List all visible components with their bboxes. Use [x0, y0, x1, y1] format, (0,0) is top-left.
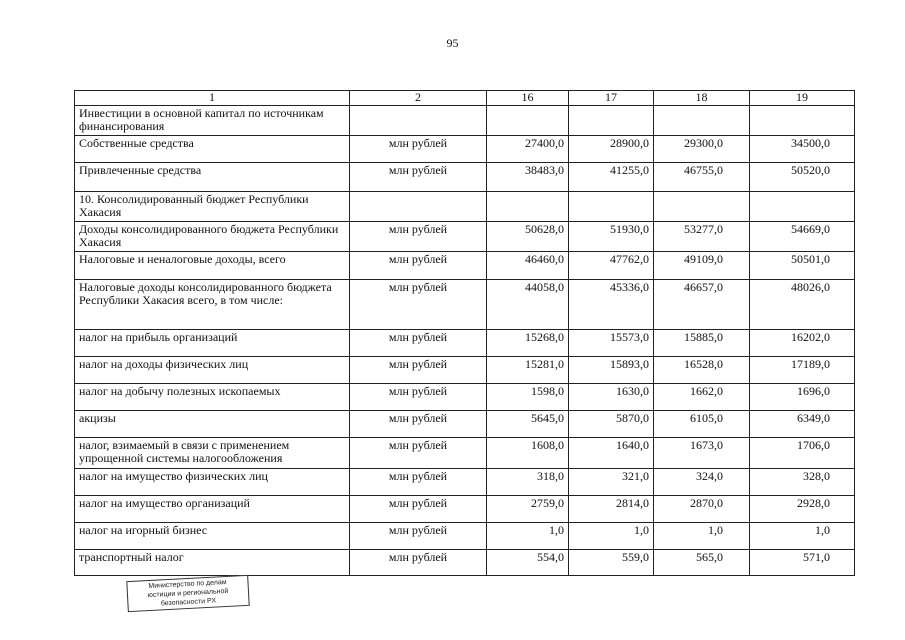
row-label: налог на имущество организаций [75, 496, 350, 523]
cell-17: 1,0 [569, 523, 654, 550]
table-row [75, 192, 855, 222]
row-label: Инвестиции в основной капитал по источникам финансирования [75, 106, 350, 136]
cell-17 [569, 192, 654, 222]
cell-18: 15885,0 [654, 330, 750, 357]
cell-18: 1,0 [654, 523, 750, 550]
cell-18: 16528,0 [654, 357, 750, 384]
table-row [75, 136, 855, 163]
cell-19: 50520,0 [750, 163, 855, 192]
cell-18: 565,0 [654, 550, 750, 576]
cell-16: 44058,0 [487, 280, 569, 330]
stamp-line: юстиции и региональной [147, 587, 229, 600]
cell-16: 554,0 [487, 550, 569, 576]
cell-19: 17189,0 [750, 357, 855, 384]
header-col-17: 17 [569, 91, 654, 106]
row-unit: млн рублей [350, 411, 487, 438]
cell-17: 45336,0 [569, 280, 654, 330]
cell-17 [569, 106, 654, 136]
ministry-stamp [126, 575, 249, 612]
cell-18: 49109,0 [654, 252, 750, 280]
cell-18: 324,0 [654, 469, 750, 496]
table-row [75, 469, 855, 496]
row-unit: млн рублей [350, 252, 487, 280]
row-label: налог на доходы физических лиц [75, 357, 350, 384]
cell-16: 5645,0 [487, 411, 569, 438]
stamp-line: Министерство по делам [148, 578, 227, 591]
row-unit: млн рублей [350, 384, 487, 411]
cell-19: 1706,0 [750, 438, 855, 469]
data-table [74, 90, 855, 576]
cell-18: 29300,0 [654, 136, 750, 163]
row-unit: млн рублей [350, 357, 487, 384]
cell-16: 318,0 [487, 469, 569, 496]
row-unit: млн рублей [350, 330, 487, 357]
cell-16: 15281,0 [487, 357, 569, 384]
cell-16: 1598,0 [487, 384, 569, 411]
cell-16: 27400,0 [487, 136, 569, 163]
cell-18: 2870,0 [654, 496, 750, 523]
table-row [75, 280, 855, 330]
cell-16 [487, 192, 569, 222]
row-unit: млн рублей [350, 438, 487, 469]
table-row [75, 496, 855, 523]
table-row [75, 252, 855, 280]
cell-17: 1640,0 [569, 438, 654, 469]
row-label: Собственные средства [75, 136, 350, 163]
cell-17: 2814,0 [569, 496, 654, 523]
cell-18: 1673,0 [654, 438, 750, 469]
row-unit [350, 192, 487, 222]
cell-19: 571,0 [750, 550, 855, 576]
cell-18: 53277,0 [654, 222, 750, 252]
row-unit: млн рублей [350, 222, 487, 252]
stamp-line: безопасности РХ [160, 597, 217, 608]
table-row [75, 384, 855, 411]
row-label: налог, взимаемый в связи с применением упрощенной системы налогообложения [75, 438, 350, 469]
row-label: Налоговые и неналоговые доходы, всего [75, 252, 350, 280]
row-label: налог на прибыль организаций [75, 330, 350, 357]
cell-16: 38483,0 [487, 163, 569, 192]
header-col-16: 16 [487, 91, 569, 106]
table-row [75, 106, 855, 136]
row-label: налог на игорный бизнес [75, 523, 350, 550]
row-label: Привлеченные средства [75, 163, 350, 192]
header-col-18: 18 [654, 91, 750, 106]
cell-17: 15893,0 [569, 357, 654, 384]
cell-19: 54669,0 [750, 222, 855, 252]
row-label: Налоговые доходы консолидированного бюджета Республики Хакасия всего, в том числе: [75, 280, 350, 330]
cell-19: 48026,0 [750, 280, 855, 330]
cell-19: 50501,0 [750, 252, 855, 280]
header-col-1: 1 [75, 91, 350, 106]
cell-16: 1608,0 [487, 438, 569, 469]
cell-19: 2928,0 [750, 496, 855, 523]
row-label: акцизы [75, 411, 350, 438]
row-unit: млн рублей [350, 496, 487, 523]
cell-17: 47762,0 [569, 252, 654, 280]
cell-19: 16202,0 [750, 330, 855, 357]
cell-18: 1662,0 [654, 384, 750, 411]
row-unit: млн рублей [350, 136, 487, 163]
cell-17: 5870,0 [569, 411, 654, 438]
table-row [75, 438, 855, 469]
cell-18: 46755,0 [654, 163, 750, 192]
table-row [75, 357, 855, 384]
table-row [75, 411, 855, 438]
header-col-19: 19 [750, 91, 855, 106]
table-row [75, 523, 855, 550]
row-label: налог на имущество физических лиц [75, 469, 350, 496]
cell-17: 51930,0 [569, 222, 654, 252]
cell-16 [487, 106, 569, 136]
cell-18: 6105,0 [654, 411, 750, 438]
cell-19 [750, 192, 855, 222]
header-row [75, 91, 855, 106]
table-row [75, 330, 855, 357]
cell-17: 1630,0 [569, 384, 654, 411]
cell-19: 1696,0 [750, 384, 855, 411]
row-label: налог на добычу полезных ископаемых [75, 384, 350, 411]
cell-18: 46657,0 [654, 280, 750, 330]
cell-17: 15573,0 [569, 330, 654, 357]
row-label: транспортный налог [75, 550, 350, 576]
cell-19: 1,0 [750, 523, 855, 550]
cell-19: 328,0 [750, 469, 855, 496]
row-unit: млн рублей [350, 550, 487, 576]
row-unit [350, 106, 487, 136]
cell-17: 321,0 [569, 469, 654, 496]
cell-17: 41255,0 [569, 163, 654, 192]
page-number: 95 [446, 36, 459, 50]
cell-16: 15268,0 [487, 330, 569, 357]
cell-17: 28900,0 [569, 136, 654, 163]
row-label: Доходы консолидированного бюджета Республики Хакасия [75, 222, 350, 252]
cell-18 [654, 106, 750, 136]
table-row [75, 550, 855, 576]
row-unit: млн рублей [350, 469, 487, 496]
cell-19 [750, 106, 855, 136]
row-label: 10. Консолидированный бюджет Республики Хакасия [75, 192, 350, 222]
cell-16: 1,0 [487, 523, 569, 550]
cell-16: 2759,0 [487, 496, 569, 523]
table-row [75, 163, 855, 192]
row-unit: млн рублей [350, 523, 487, 550]
cell-18 [654, 192, 750, 222]
cell-19: 6349,0 [750, 411, 855, 438]
header-col-2: 2 [350, 91, 487, 106]
row-unit: млн рублей [350, 280, 487, 330]
cell-17: 559,0 [569, 550, 654, 576]
row-unit: млн рублей [350, 163, 487, 192]
cell-16: 46460,0 [487, 252, 569, 280]
cell-16: 50628,0 [487, 222, 569, 252]
cell-19: 34500,0 [750, 136, 855, 163]
table-row [75, 222, 855, 252]
